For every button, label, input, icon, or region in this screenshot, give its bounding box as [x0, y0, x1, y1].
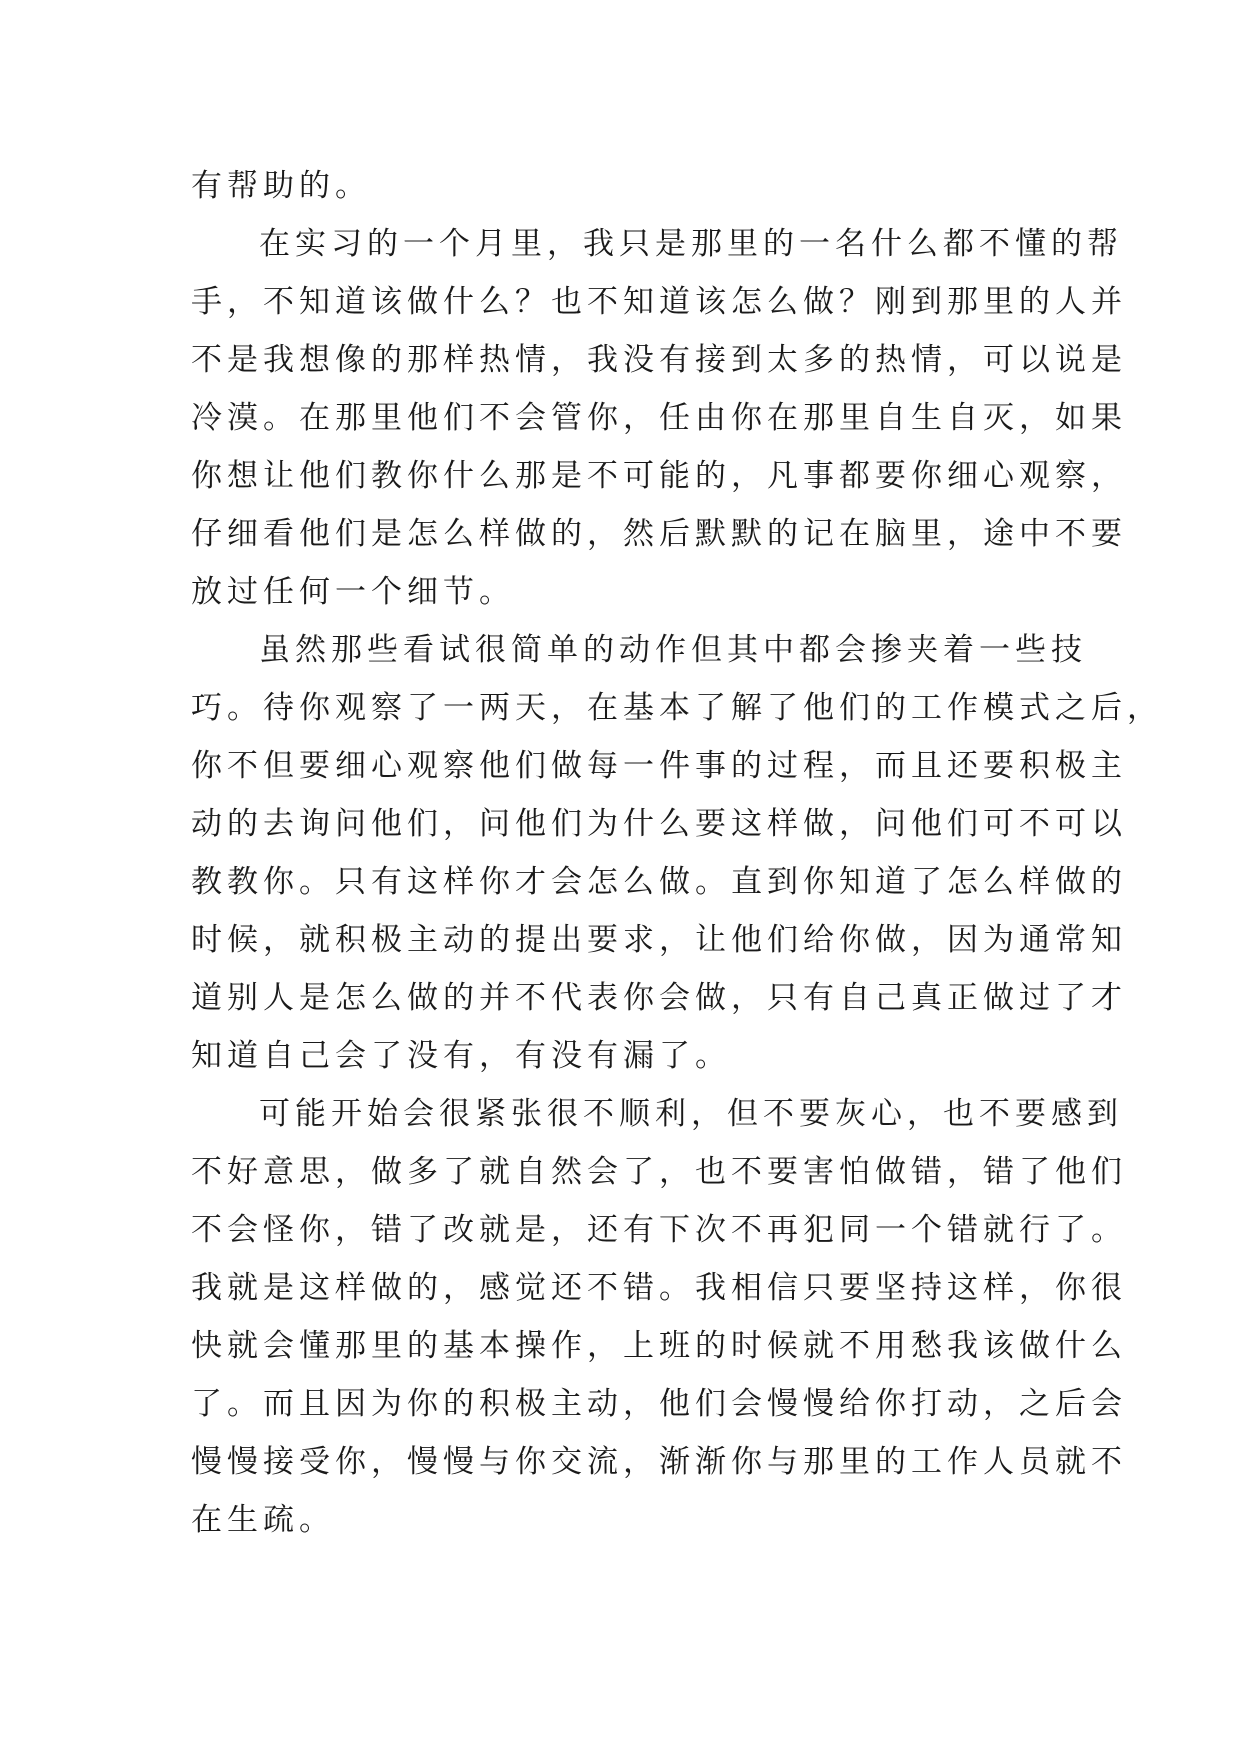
text-line: 可能开始会很紧张很不顺利，但不要灰心，也不要感到: [259, 1096, 1123, 1132]
text-line: 虽然那些看试很简单的动作但其中都会掺夹着一些技: [259, 632, 1087, 668]
text-line: 我就是这样做的，感觉还不错。我相信只要坚持这样，你很: [191, 1270, 1127, 1306]
text-line: 道别人是怎么做的并不代表你会做，只有自己真正做过了才: [191, 980, 1127, 1016]
text-line: 不是我想像的那样热情，我没有接到太多的热情，可以说是: [191, 342, 1127, 378]
text-line: 有帮助的。: [191, 168, 371, 204]
text-line: 放过任何一个细节。: [191, 574, 515, 610]
text-line: 教教你。只有这样你才会怎么做。直到你知道了怎么样做的: [191, 864, 1127, 900]
text-line: 手，不知道该做什么？也不知道该怎么做？刚到那里的人并: [191, 284, 1127, 320]
text-line: 你想让他们教你什么那是不可能的，凡事都要你细心观察，: [191, 458, 1127, 494]
document-body: [191, 157, 1163, 1549]
text-line: 冷漠。在那里他们不会管你，任由你在那里自生自灭，如果: [191, 400, 1127, 436]
text-line: 知道自己会了没有，有没有漏了。: [191, 1038, 731, 1074]
text-line: 慢慢接受你，慢慢与你交流，渐渐你与那里的工作人员就不: [191, 1444, 1127, 1480]
text-line: 不好意思，做多了就自然会了，也不要害怕做错，错了他们: [191, 1154, 1127, 1190]
text-line: 巧。待你观察了一两天，在基本了解了他们的工作模式之后，: [191, 690, 1163, 726]
text-line: 不会怪你，错了改就是，还有下次不再犯同一个错就行了。: [191, 1212, 1127, 1248]
text-line: 了。而且因为你的积极主动，他们会慢慢给你打动，之后会: [191, 1386, 1127, 1422]
text-line: 时候，就积极主动的提出要求，让他们给你做，因为通常知: [191, 922, 1127, 958]
text-line: 快就会懂那里的基本操作，上班的时候就不用愁我该做什么: [191, 1328, 1127, 1364]
text-line: 在实习的一个月里，我只是那里的一名什么都不懂的帮: [259, 226, 1123, 262]
text-line: 在生疏。: [191, 1502, 335, 1538]
text-line: 仔细看他们是怎么样做的，然后默默的记在脑里，途中不要: [191, 516, 1127, 552]
text-line: 你不但要细心观察他们做每一件事的过程，而且还要积极主: [191, 748, 1127, 784]
text-line: 动的去询问他们，问他们为什么要这样做，问他们可不可以: [191, 806, 1127, 842]
